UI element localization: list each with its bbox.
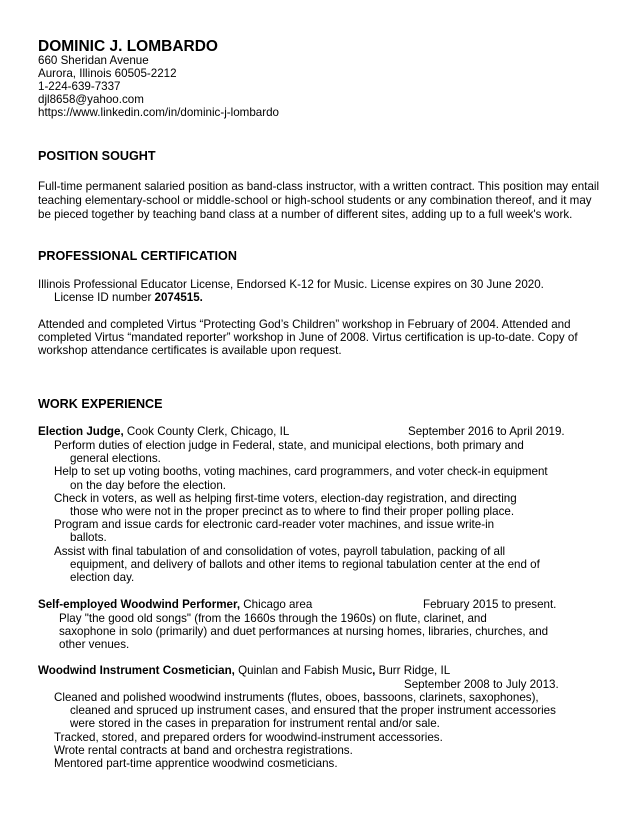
license-id-label: License ID number xyxy=(54,291,155,304)
job1-duty-line: Assist with final tabulation of and consolidation of votes, payroll tabulation, packing of all xyxy=(54,544,506,558)
job-employer: Chicago area xyxy=(240,598,313,611)
job1-duty-line: those who were not in the proper precinct as to where to find their proper polling place. xyxy=(70,505,515,518)
job-dates: February 2015 to present. xyxy=(423,598,557,611)
email-address: djl8658@yahoo.com xyxy=(38,93,144,106)
job-title: Self-employed Woodwind Performer, xyxy=(38,598,241,611)
job1-duty-line: on the day before the election. xyxy=(70,478,226,492)
job1-duty-line: Check in voters, as well as helping first-time voters, election-day registration, and directing xyxy=(54,491,517,505)
street-address: 660 Sheridan Avenue xyxy=(38,54,149,67)
applicant-name: DOMINIC J. LOMBARDO xyxy=(38,38,218,55)
virtus-line: completed Virtus “mandated reporter” workshop in June of 2008. Virtus certification is up-to-date. Copy of xyxy=(38,331,578,344)
job-dates: September 2008 to July 2013. xyxy=(404,678,559,691)
job3-duty-line: were stored in the cases in preparation for instrument rental and/or sale. xyxy=(70,717,440,731)
city-state-zip: Aurora, Illinois 60505-2212 xyxy=(38,67,177,80)
job1-duty-line: election day. xyxy=(70,571,135,584)
job1-duty-line: Perform duties of election judge in Federal, state, and municipal elections, both primary and xyxy=(54,439,524,452)
job-title: Woodwind Instrument Cosmetician, xyxy=(38,664,235,677)
job1-duty-line: ballots. xyxy=(70,531,107,545)
virtus-line: workshop attendance certificates is available upon request. xyxy=(38,344,342,357)
job-title: Election Judge, xyxy=(38,425,124,438)
section-heading-position: POSITION SOUGHT xyxy=(38,149,156,163)
job3-duty-line: cleaned and spruced up instrument cases, and ensured that the proper instrument accessories xyxy=(70,704,556,718)
license-id-number: 2074515. xyxy=(154,291,203,304)
job-location: Burr Ridge, IL xyxy=(375,664,451,677)
job-heading-election-judge xyxy=(38,425,289,438)
job3-duty-line: Tracked, stored, and prepared orders for woodwind-instrument accessories. xyxy=(54,730,443,744)
license-id-line xyxy=(54,291,203,304)
job3-duty-line: Cleaned and polished woodwind instruments (flutes, oboes, bassoons, clarinets, saxophones), xyxy=(54,691,539,704)
job3-duty-line: Wrote rental contracts at band and orchestra registrations. xyxy=(54,743,353,757)
virtus-line: Attended and completed Virtus “Protecting God’s Children” workshop in February of 2004. Attended and xyxy=(38,318,571,331)
job2-duty-line: other venues. xyxy=(59,638,130,651)
job1-duty-line: equipment, and delivery of ballots and other items to regional tabulation center at the end of xyxy=(70,557,540,571)
job-employer-comma: , xyxy=(372,664,376,677)
job2-duty-line: Play "the good old songs" (from the 1660s through the 1960s) on flute, clarinet, and xyxy=(59,612,487,625)
position-line: Full-time permanent salaried position as band-class instructor, with a written contract. This position may entail xyxy=(38,180,600,193)
license-line: Illinois Professional Educator License, Endorsed K-12 for Music. License expires on 30 June 2020. xyxy=(38,278,544,291)
phone-number: 1-224-639-7337 xyxy=(38,80,121,93)
job-heading-cosmetician xyxy=(38,664,450,677)
linkedin-url: https://www.linkedin.com/in/dominic-j-lombardo xyxy=(38,106,279,119)
job3-duty-line: Mentored part-time apprentice woodwind cosmeticians. xyxy=(54,757,338,770)
job-employer: Quinlan and Fabish Music xyxy=(234,664,373,677)
position-line: teaching elementary-school or middle-school or high-school students or any combination thereof, and it may xyxy=(38,194,592,207)
position-line: be pieced together by teaching band class at a number of different sites, adding up to a full week's work. xyxy=(38,208,573,221)
job-employer: Cook County Clerk, Chicago, IL xyxy=(123,425,290,438)
job2-duty-line: saxophone in solo (primarily) and duet performances at nursing homes, libraries, churches, and xyxy=(59,625,549,638)
job-heading-woodwind-performer xyxy=(38,598,312,611)
job1-duty-line: Help to set up voting booths, voting machines, card programmers, and voter check-in equipment xyxy=(54,465,548,479)
job1-duty-line: general elections. xyxy=(70,452,161,466)
section-heading-work: WORK EXPERIENCE xyxy=(38,397,163,411)
job-dates: September 2016 to April 2019. xyxy=(408,425,565,438)
job1-duty-line: Program and issue cards for electronic card-reader voter machines, and issue write-in xyxy=(54,518,495,532)
section-heading-certification: PROFESSIONAL CERTIFICATION xyxy=(38,249,237,263)
